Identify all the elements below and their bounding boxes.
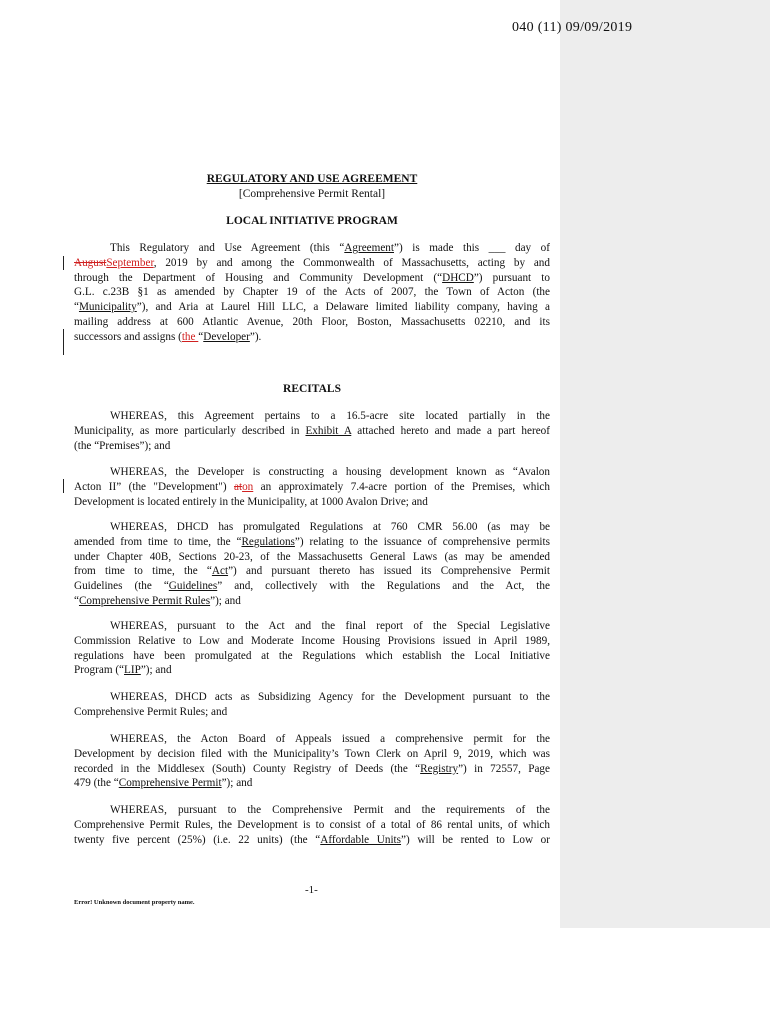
whereas-paragraph-7: WHEREAS, pursuant to the Comprehensive Permit and the requirements of the Comprehensive Permit Rules, the Development is to consist of a total of 86 rental units, of which twenty five percent (25%) (i.e. 22 units) (the “Affordable Units”) will be rented to Low or	[74, 804, 551, 846]
agreement-subtitle: [Comprehensive Permit Rental]	[238, 188, 386, 200]
revision-bar	[63, 256, 64, 270]
page-bottom-margin	[0, 928, 770, 1024]
whereas-paragraph-4: WHEREAS, pursuant to the Act and the final report of the Special Legislative Commission Relative to Low and Moderate Income Housing Provisions issued in April 1989, regulations have been promulgated at the Regulations which establish the Local Initiative Program (“LIP”); and	[74, 620, 550, 677]
whereas-paragraph-1: WHEREAS, this Agreement pertains to a 16.5-acre site located partially in the Municipality, as more particularly described in Exhibit A attached hereto and made a part hereof (the “Premises”); and	[74, 410, 550, 452]
agreement-title: REGULATORY AND USE AGREEMENT	[206, 173, 418, 185]
program-title: LOCAL INITIATIVE PROGRAM	[226, 215, 398, 227]
document-reference: 040 (11) 09/09/2019	[512, 20, 633, 35]
whereas-paragraph-2: WHEREAS, the Developer is constructing a housing development known as “Avalon Acton II” (the "Development") aton an approximately 7.4-acre portion of the Premises, which Development is located entirely in the Municipality, at 1000 Avalon Drive; and	[74, 466, 550, 508]
page-number: -1-	[305, 884, 318, 896]
footer-field-error: Error! Unknown document property name.	[74, 899, 195, 906]
whereas-paragraph-3: WHEREAS, DHCD has promulgated Regulations at 760 CMR 56.00 (as may be amended from time to time, the “Regulations”) relating to the issuance of comprehensive permits under Chapter 40B, Sections 20-23, of the Massachusetts General Laws (as may be amended from time to time, the “Act”) and pursuant thereto has issued its Comprehensive Permit Guidelines (the “Guidelines” and, collectively with the Regulations and the Act, the “Comprehensive Permit Rules”); and	[74, 521, 550, 607]
whereas-paragraph-6: WHEREAS, the Acton Board of Appeals issued a comprehensive permit for the Development by decision filed with the Municipality’s Town Clerk on April 9, 2019, which was recorded in the Middlesex (South) County Registry of Deeds (the “Registry”) in 72557, Page 479 (the “Comprehensive Permit”); and	[74, 733, 550, 790]
whereas-paragraph-5: WHEREAS, DHCD acts as Subsidizing Agency for the Development pursuant to the Comprehensive Permit Rules; and	[74, 691, 550, 718]
recitals-heading: RECITALS	[283, 383, 341, 395]
comment-pane	[560, 0, 770, 928]
intro-paragraph: This Regulatory and Use Agreement (this “Agreement”) is made this ___ day of AugustSeptember, 2019 by and among the Commonwealth of Massachusetts, acting by and through the Department of Housing and Community Development (“DHCD”) pursuant to G.L. c.23B §1 as amended by Chapter 19 of the Acts of 2007, the Town of Acton (the “Municipality”), and Aria at Laurel Hill LLC, a Delaware limited liability company, having a mailing address at 600 Atlantic Avenue, 20th Floor, Boston, Massachusetts 02210, and its successors and assigns (the “Developer”).	[74, 242, 550, 343]
revision-bar	[63, 479, 64, 493]
revision-bar	[63, 329, 64, 355]
